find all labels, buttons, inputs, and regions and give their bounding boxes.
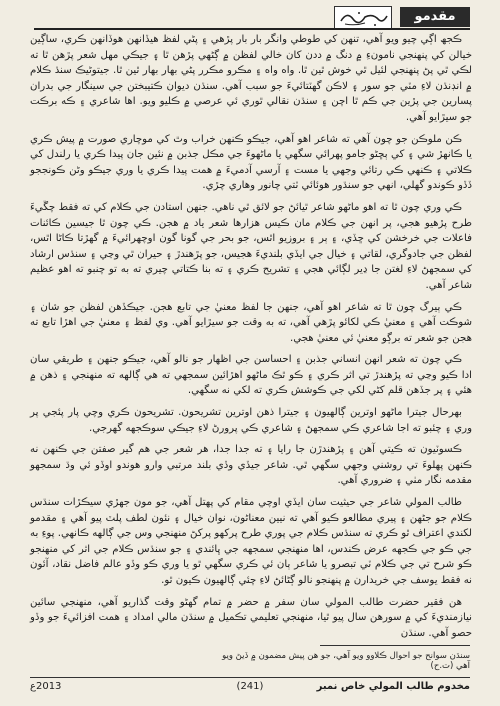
paragraph: طالب المولي شاعر جي حيثيت سان ايڏي اوچي مقام کي پهتل آهي، جو مون جهڙي سيڪڙات سنڌس ڪلام جو جڻهن ۽ پيري مطالعو ڪيو آهي ته نيين معناڻون، نوان خيال ۽ نئون لطف پلٽ پيو آهي ۽ مقدمو لکندي اعتراف ٿو ڪري ته سنڌس ڪلام جي پوري طرح پرکهو پرکڻ منهنجي وس جي ڳالهه ڪانهي. پوءِ به جي ڪو جي ڪجهه عرض ڪندس، اها منهنجي سمجهه جي ڀائندي ۽ جو سنڌس ڪلام جي اثر کي منهنجو ڪو شرح تي جي ڪلام ٽي تبصرو يا شاعر ٻان ئي ڪري سگهي ٿو يا وري ڪو وڏو عالم فاضل نقاد، آئون نه فقط يوسف جي خريدارن ۾ پنهنجو نالو ڳڻائڻ لاءِ چئي ڳالهيون ڪيون ٿو. [30, 497, 472, 586]
journal-logo [334, 6, 392, 30]
page-header [34, 6, 470, 30]
paragraph: ڪي ٻيرگ چون ٿا ته شاعر اهو آهي، جنهن جا لفظ معنيٰ جي تابع هجن. جيڪڏهن لفظن جو شان ۽ شوڪت آهي ۽ معنيٰ ڪي لکائو پڙهي آهي، ته به وقت جو سيڙايو آهي. وي لفظ ۽ معنيٰ جي اهڙا تابع ته هجن جو شعر ته برڳو معنيٰ ئي معنيٰ هجي. [30, 301, 472, 344]
section-title: مقدمو [400, 7, 470, 27]
calligraphy-logo-icon [335, 7, 391, 29]
page-footer [30, 681, 470, 697]
header-divider [34, 28, 470, 30]
paragraph: بهرحال جيترا ماڻهو اوترين ڳالهيون ۽ جيترا ذهن اوترين تشريحون. تشريحون ڪري وچي پار پئجي پر وري ۽ چئبو ته اجا شاعري ڪي سمجهڻ ۽ شاعري ڪي پرورڻ لاءِ جيڪي سوڪجهه گهرجي. [30, 407, 472, 434]
publication-year: 2013ع [30, 681, 62, 692]
paragraph: ڪجھ اڳي چيو ويو آهي، تنهن کي طوطي وانگر بار بار پڙهي ۽ پڻي لفظ هيڏانهن هوڏانهن ڪري، ساڳين خيالن کي پنهنجي نامونءِ ۾ دنگ ۾ ددن کان خالي لفظن ۾ ڳڻهي پڙهن ٿا ۽ جيڪي مهل شعر پڙهن ٿا ته لڪي ٿي پڻ پنهنجي لئيل ٿي خوش ٿين ٿا. واه واه ۽ مڪرو مڪرر پڻي بهار بهار ٿين ٿا. جيتوڻيڪ سنڌ ڪلام ۾ انڊنڌن لاءِ مٽي جو سور ۽ لاڪن گهٽتائيءَ جو سبب آهي. سنڌن ديوان ڪتيبختن جي سينگار جي بدران پسارين جي پڙين جي ڪم ٿا اچن ۽ سنڌن نقالي ٿوري ئي عرصي ۾ ڪليو ويو. اها شاعري ۽ ڪه برڪت جو سيڙايو آهي. [30, 34, 472, 123]
journal-name: مخدوم طالب المولي خاص نمبر [316, 681, 470, 692]
footnote-divider [320, 645, 470, 646]
paragraph: ڪي چون ته شعر انهن انساني جذبن ۽ احساسن جي اظهار جو نالو آهي، جيڪو جنهن ۽ طريقي سان ادا ڪيو وڃي ته پڙهندڙ تي اثر ڪري ۽ ڪو ٿڪ ماڻهو اهڙائين سمجهي ته هي ڳالهه ته منهنجي ۽ ذهن ۾ هئي ۽ پر جڏهن قلم کڻي لکي جي ڪوشش ڪري ته لکي نه سگهي. [30, 354, 472, 397]
paragraph: ڪي وري چون ٿا ته اهو ماڻهو شاعر ٿيائڻ جو لائق ٿي ناهي. جنهن استادن جي ڪلام کي ته فقط چڱيءَ طرح پڙهيو هجي، پر انهن جي ڪلام مان ڪيس هزارها شعر ياد ۾ هجن. ڪي چون ٿا جيسين ڪائنات فاعلات جي خرخشن کي ڇڏي، ۽ ٻر ۽ بروزيو اٿس، جو بحر جي گونا گون اوچهرائيءَ ۾ گهڙتا ڪاڻا اٿس، لفظن جي جادوگري، لقاتي ۽ خيال جي ايڏي بلنديءَ هجيس، جو پڙهندڙ ۽ حيران ٿي وڃي ۽ سنڌس ارشاد کي سمجهڻ لاءِ لغتن جا ڍير لڳائي هجي ۽ تشريح ڪري ۽ ته بنا ڪتاتي چيري ته به تو چنبو ته اهو عظيم شاعر آهي. [30, 201, 472, 291]
paragraph: ڪسوٽيون ته ڪيتي آهن ۽ پڙهندڙن جا رايا ۽ ته جدا جدا، هر شعر جي هم گير صفتن جي ڪنهن نه ڪنهن پهلوءَ تي روشني وجهي سگهي ٿي. شاعر جيڏي وڏي بلند مرتبي وارو هوندو اوڏو ئي وڌ سمجهو مقدمه نگار مٺي ۽ ضروري آهي. [30, 444, 472, 487]
article-body [30, 32, 472, 640]
footnote: سنڌن سوانح جو احوال ڪلاوو ويو آهي، جو هن پيش مضمون ۾ ڏيڻ ويو آهي (ت.ح) [222, 651, 470, 671]
footer-divider [30, 677, 470, 678]
page-number: (241) [236, 681, 264, 692]
paragraph: ڪن ملوڪن جو چون آهي ته شاعر اهو آهي، جيڪو ڪنهن خراب وٿ کي موچاري صورت ۾ پيش ڪري يا ڪانهڙ شي ۽ کي ٻڇڻو جامو پهرائي سگهي يا ماڻهوءَ جي مڪل جذبن ۾ نئين جان پيدا ڪري يا رلندل کي ڪلاتي ۽ ڪنهي ڪي رتائي وجهي يا مست ۽ آرسي آدميءَ ۾ همت پيدا ڪري يا وري جيڪو وڻن ڪونججو ڏڏو ڪوندو گهلي، انهي جو سنڌور هوئائي ٽتي چانور وهاري چڙي. [30, 133, 472, 192]
paragraph: هن فقير حضرت طالب المولي سان سفر ۾ حضر ۾ تمام گهڻو وقت گذاريو آهي، منهنجي سائين نيازمنديءَ کي ۾ سورهن سال پيو ٿيا، منهنجي تعليمي تڪميل ۾ سنڌن مالي امداد ۽ همت افزائيءَ جو وڏو حصو آهي. سنڌن [30, 596, 472, 639]
